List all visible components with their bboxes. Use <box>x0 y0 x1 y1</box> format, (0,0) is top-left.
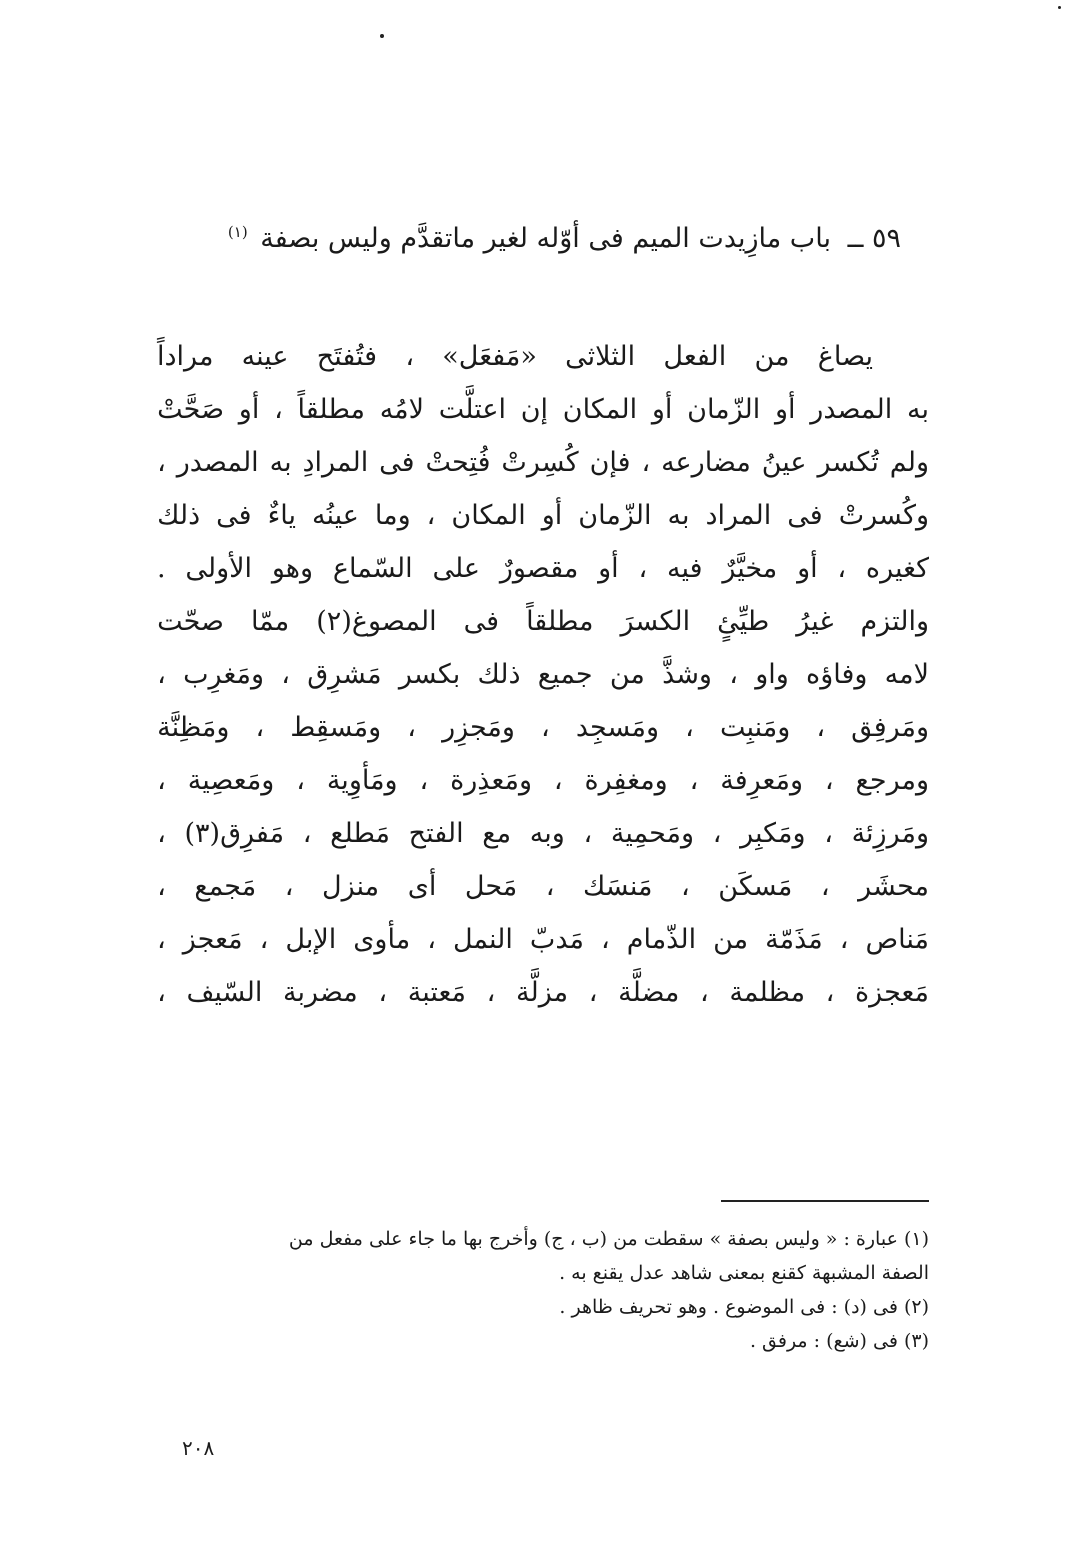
word: والتزم <box>860 606 929 637</box>
word: غيرُ <box>796 606 834 637</box>
word: وشذَّ <box>662 659 712 690</box>
word: مَجمع <box>194 871 257 902</box>
word: ولم <box>889 447 929 478</box>
word: مضربة <box>283 977 358 1008</box>
text-line <box>157 648 929 701</box>
word: السّيف <box>186 977 263 1008</box>
chapter-title: باب مازِيدت الميم فى أوّله لغير ماتقدَّم وليس بصفة <box>260 223 831 254</box>
word: ، <box>825 977 835 1008</box>
word: من <box>713 924 749 955</box>
word: من <box>609 659 645 690</box>
word: ، <box>700 977 709 1008</box>
word: طيِّئٍ <box>717 606 770 637</box>
word: ، <box>588 977 598 1008</box>
word: مَحل <box>464 871 518 902</box>
word: ، <box>281 659 290 690</box>
word: مَطلع <box>330 818 391 849</box>
word: ، <box>553 765 563 796</box>
word: عينُه <box>312 500 359 531</box>
text-line <box>157 383 929 436</box>
text-line <box>157 754 929 807</box>
word: ومَظِنَّة <box>157 712 230 743</box>
word: بكسر <box>398 659 461 690</box>
word: وكُسرتْ <box>838 500 929 531</box>
word: ، <box>583 818 593 849</box>
word: ، <box>378 977 388 1008</box>
word: ومَعرِفة <box>720 765 804 796</box>
text-line <box>157 701 929 754</box>
word: مظلمة <box>729 977 806 1008</box>
word: أو <box>651 394 673 425</box>
word: السّماع <box>332 553 413 584</box>
word: مخيَّرٌ <box>722 553 778 584</box>
word: المرادِ <box>302 447 369 478</box>
word: صَحَّتْ <box>157 394 225 425</box>
word: ، <box>259 924 269 955</box>
text-line <box>157 330 929 383</box>
word: ، <box>157 818 166 849</box>
word: مَعجزة <box>855 977 929 1008</box>
word: فإن <box>589 447 631 478</box>
word: مَشرِق <box>307 659 382 690</box>
word: جميع <box>537 659 593 690</box>
footnote-1-continued: الصفة المشبهة كقنع بمعنى شاهد عدل يقنع به . <box>559 1262 929 1284</box>
word: من <box>754 341 790 372</box>
word: ، <box>427 924 436 955</box>
word: ومَغرِب <box>183 659 264 690</box>
word: الزّمان <box>687 394 761 425</box>
word: مَنسَك <box>583 871 653 902</box>
word: ، <box>157 977 166 1008</box>
word: المراد <box>705 500 772 531</box>
word: ومَرفِق <box>851 712 929 743</box>
word: ، <box>157 659 166 690</box>
word: الأولى <box>185 553 253 584</box>
word: ومَعذِرة <box>450 765 532 796</box>
word: الذّمام <box>626 924 697 955</box>
word: أو <box>797 553 818 584</box>
word: ، <box>545 871 555 902</box>
word: المصدر <box>176 447 259 478</box>
word: ومَرزِئة <box>851 818 929 849</box>
word: الزّمان <box>578 500 652 531</box>
word: فيه <box>667 553 703 584</box>
word: واو <box>755 659 789 690</box>
text-line <box>157 860 929 913</box>
word: «مَفعَل» <box>442 341 537 372</box>
word: ، <box>601 924 610 955</box>
word: مَذَمّة <box>765 924 823 955</box>
word: فتُفتَح <box>316 341 378 372</box>
word: مَسكَن <box>718 871 793 902</box>
page-number: ٢٠٨ <box>182 1436 215 1460</box>
word: ، <box>685 712 694 743</box>
word: عينُ <box>761 447 807 478</box>
word: ، <box>296 765 305 796</box>
word: ، <box>407 712 416 743</box>
word: ومَسجِد <box>575 712 660 743</box>
text-line <box>157 436 929 489</box>
word: لامه <box>884 659 929 690</box>
word: ممّا <box>250 606 290 637</box>
word: المصوغ(٢) <box>316 606 437 637</box>
chapter-number: ٥٩ ــ <box>847 223 901 254</box>
word: ومَنبِت <box>719 712 791 743</box>
word: به <box>269 447 292 478</box>
word: أو <box>541 500 563 531</box>
word: ، <box>824 818 833 849</box>
text-line <box>157 542 929 595</box>
word: مضارعه <box>661 447 751 478</box>
text-line <box>157 595 929 648</box>
word: ، <box>157 765 166 796</box>
chapter-heading <box>181 212 901 259</box>
word: ، <box>157 924 166 955</box>
word: ، <box>837 553 847 584</box>
word: ، <box>689 765 699 796</box>
word: ، <box>274 394 283 425</box>
word: عينه <box>241 341 289 372</box>
word: ومرجع <box>855 765 929 796</box>
footnote-divider <box>721 1200 929 1202</box>
word: مزلَّة <box>516 977 569 1008</box>
word: ، <box>824 765 834 796</box>
word: صحّت <box>157 606 224 637</box>
word: الكسرَ <box>620 606 691 637</box>
word: على <box>432 553 481 584</box>
word: المكان <box>451 500 526 531</box>
word: ، <box>541 712 550 743</box>
word: مطلقاً <box>526 606 594 637</box>
word: به <box>907 394 929 425</box>
word: ومَسقِط <box>290 712 382 743</box>
word: لامُه <box>379 394 425 425</box>
word: ، <box>157 447 166 478</box>
word: ، <box>405 341 415 372</box>
word: ومغفِرة <box>584 765 668 796</box>
footnote-ref: (١) <box>227 223 248 241</box>
word: أو <box>598 553 619 584</box>
word: مراداً <box>157 341 214 372</box>
word: إن <box>520 394 549 425</box>
word: فُتِحتْ <box>425 447 491 478</box>
word: ، <box>820 871 830 902</box>
word: ، <box>641 447 651 478</box>
word: مع <box>482 818 512 849</box>
word: وما <box>374 500 411 531</box>
word: أو <box>238 394 260 425</box>
word: ، <box>729 659 738 690</box>
word: اعتلَّت <box>438 394 506 425</box>
word: . <box>157 553 166 584</box>
word: ، <box>302 818 312 849</box>
word: ، <box>284 871 294 902</box>
word: محشَر <box>858 871 929 902</box>
word: الثلاثى <box>565 341 636 372</box>
word: ومَأوِية <box>326 765 398 796</box>
word: كُسِرتْ <box>501 447 579 478</box>
text-line <box>157 807 929 860</box>
word: ذلك <box>157 500 201 531</box>
word: ومَجزِر <box>442 712 515 743</box>
word: المصدر <box>810 394 893 425</box>
word: ذلك <box>477 659 521 690</box>
text-line <box>157 489 929 542</box>
word: يصاغ <box>817 341 873 372</box>
word: فى <box>787 500 823 531</box>
word: ، <box>839 924 849 955</box>
word: مَعتبة <box>407 977 467 1008</box>
word: ومَحمِية <box>610 818 695 849</box>
word: وفاؤه <box>806 659 868 690</box>
word: المكان <box>562 394 638 425</box>
word: النمل <box>452 924 513 955</box>
footnote-1: (١) عبارة : « وليس بصفة » سقطت من (ب ، ج) وأخرج بها ما جاء على مفعل من <box>288 1228 929 1250</box>
word: مطلقاً <box>297 394 365 425</box>
word: فى <box>463 606 500 637</box>
word: مَعجز <box>182 924 243 955</box>
word: منزل <box>322 871 380 902</box>
body-text <box>157 330 929 1019</box>
word: الفعل <box>663 341 727 372</box>
word: ومَعصِية <box>187 765 275 796</box>
word: مَفرِق(٣) <box>184 818 285 849</box>
word: ، <box>157 871 166 902</box>
word: ، <box>426 500 436 531</box>
word: أو <box>775 394 796 425</box>
text-line <box>157 966 929 1019</box>
word: مضلَّة <box>618 977 680 1008</box>
word: أى <box>407 871 437 902</box>
word: مَدبّ <box>529 924 584 955</box>
word: ، <box>419 765 429 796</box>
word: وبه <box>529 818 565 849</box>
word: وهو <box>271 553 314 584</box>
ink-speck <box>1058 6 1061 9</box>
ink-speck <box>380 34 384 38</box>
word: مَناص <box>865 924 929 955</box>
word: ياءٌ <box>267 500 296 531</box>
word: ، <box>816 712 826 743</box>
word: مأوى <box>353 924 411 955</box>
word: ، <box>681 871 690 902</box>
footnote-3: (٣) فى (شع) : مرفق . <box>749 1330 929 1352</box>
footnotes <box>157 1222 929 1358</box>
text-line <box>157 913 929 966</box>
word: الإبل <box>285 924 337 955</box>
word: الفتح <box>408 818 464 849</box>
word: ومَكبِر <box>740 818 806 849</box>
word: ، <box>486 977 496 1008</box>
footnote-2: (٢) فى (د) : فى الموضوع . وهو تحريف ظاهر . <box>559 1296 929 1318</box>
word: ، <box>712 818 722 849</box>
word: فى <box>216 500 252 531</box>
word: ، <box>255 712 265 743</box>
word: مقصورٌ <box>499 553 579 584</box>
word: كغيره <box>865 553 929 584</box>
word: تُكسر <box>817 447 879 478</box>
word: به <box>667 500 690 531</box>
word: فى <box>379 447 415 478</box>
word: ، <box>638 553 648 584</box>
